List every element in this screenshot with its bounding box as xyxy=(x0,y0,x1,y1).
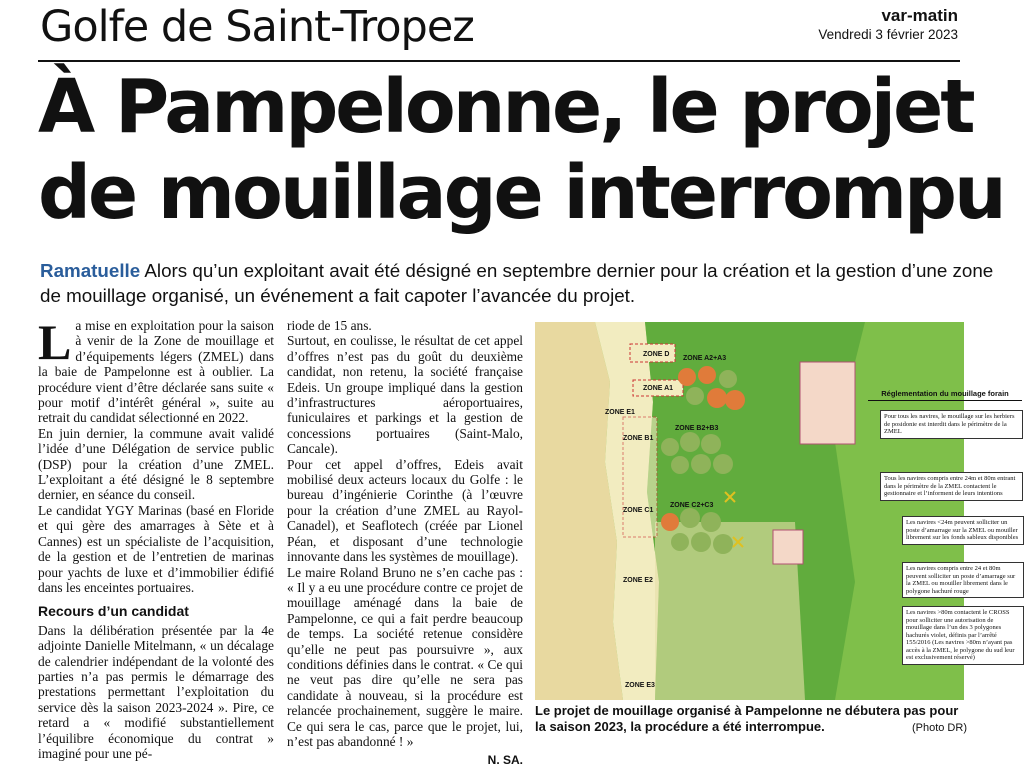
brand-name: var-matin xyxy=(881,6,958,25)
zone-label: ZONE C2+C3 xyxy=(670,502,714,509)
section-title: Golfe de Saint-Tropez xyxy=(40,2,474,52)
zone-label: ZONE C1 xyxy=(623,507,654,514)
drop-cap: L xyxy=(38,314,72,370)
standfirst xyxy=(40,258,1000,308)
subheading: Recours d’un candidat xyxy=(38,603,189,620)
zone-label: ZONE E1 xyxy=(605,409,635,416)
author-signature: N. SA. xyxy=(487,753,523,768)
header-rule xyxy=(38,60,960,62)
paragraph: Surtout, en coulisse, le résultat de cet appel d’offres n’est pas du goût du deuxième candidat, non retenu, la société française Edeis. Un groupe impliqué dans la gestion d’infrastructures aéroportuaires, funiculaires et parkings et la gestion de concessions portuaires (Saint-Malo, Cancale). xyxy=(287,333,523,457)
paragraph xyxy=(38,314,274,426)
paragraph: Pour cet appel d’offres, Edeis avait mobilisé deux acteurs locaux du Golfe : le bureau d’ingénierie Corinthe (à l’œuvre pour la création d’une ZMEL au Rayol-Canadel), et Seaflotech (créée par Lionel Péan, et disposant d’une technologie innovante dans les systèmes de mouillage). xyxy=(287,456,523,565)
zone-label: ZONE E3 xyxy=(625,682,655,689)
zone-label: ZONE B2+B3 xyxy=(675,425,719,432)
anchoring-polygon xyxy=(773,530,803,564)
zone-label: ZONE D xyxy=(643,351,670,358)
headline-line-1: À Pampelonne, le projet xyxy=(38,64,973,150)
photo-credit: (Photo DR) xyxy=(911,721,967,734)
paragraph: Le maire Roland Bruno ne s’en cache pas : « Il y a eu une procédure contre ce projet de mouillage aménagé dans la baie de Pampelonne, ce qui a fait perdre beaucoup de temps. La société retenue considère qu’elle ne peut pas poursuivre », aux conditions définies dans le contrat. « Ce qui ne veut pas dire qu’elle ne sera pas candidate à nouveau, si la procédure est relancée prochainement, suggère le maire. Ce qui sera le cas, parce que le projet, lui, n’est pas abandonné ! » xyxy=(287,564,523,749)
zone-label: ZONE A2+A3 xyxy=(683,355,727,362)
paragraph: Le candidat YGY Marinas (basé en Floride et qui gère des amarrages à Sète et à Cannes) est un spécialiste de l’acquisition, de la gestion et de l’entretien de marinas pour yachts de luxe et d’immobilier édifié dans les enceintes portuaires. xyxy=(38,502,274,595)
zone-label: ZONE B1 xyxy=(623,435,654,442)
legend-item: Tous les navires compris entre 24m et 80m entrant dans le périmètre de la ZMEL contactent le gestionnaire et l’informent de leurs intentions xyxy=(880,472,1023,501)
anchoring-polygon xyxy=(800,362,855,444)
paragraph: En juin dernier, la commune avait validé l’idée d’une Délégation de service public (DSP) pour la création d’une ZMEL. L’exploitant a été désigné le 8 septembre dernier, en séance du conseil. xyxy=(38,425,274,503)
legend-item: Les navires compris entre 24 et 80m peuvent solliciter un poste d’amarrage sur la ZMEL ou mouiller librement dans le polygone hachuré rouge xyxy=(902,562,1024,598)
caption-text: Le projet de mouillage organisé à Pampelonne ne débutera pas pour la saison 2023, la procédure a été interrompue. xyxy=(535,703,959,734)
legend-item: Les navires <24m peuvent solliciter un poste d’amarrage sur la ZMEL ou mouiller librement sur les fonds sableux disponibles xyxy=(902,516,1024,545)
map-svg xyxy=(535,322,964,700)
kicker-location: Ramatuelle xyxy=(40,260,141,281)
article-column-2 xyxy=(287,318,523,769)
standfirst-text: Alors qu’un exploitant avait été désigné en septembre dernier pour la création et la gestion d’une zone de mouillage organisé, un événement a fait capoter l’avancée du projet. xyxy=(40,260,994,306)
headline xyxy=(38,64,1004,236)
masthead xyxy=(818,6,958,44)
headline-line-2: de mouillage interrompu xyxy=(38,150,1004,236)
article-column-1 xyxy=(38,314,274,761)
zone-label: ZONE E2 xyxy=(623,577,653,584)
publication-date: Vendredi 3 février 2023 xyxy=(818,27,958,42)
paragraph-text: a mise en exploitation pour la saison à venir de la Zone de mouillage et d’équipements légers (ZMEL) dans la baie de Pampelonne est à oublier. La procédure vient d’être déclarée sans suite « pour motif d’intérêt général », suite au retrait du candidat sélectionné en 2022. xyxy=(38,318,274,426)
zone-label: ZONE A1 xyxy=(643,385,674,392)
legend-item: Pour tous les navires, le mouillage sur les herbiers de posidonie est interdit dans le périmètre de la ZMEL xyxy=(880,410,1023,439)
zmel-map-image xyxy=(535,322,964,700)
paragraph: riode de 15 ans. xyxy=(287,318,372,333)
legend-item: Les navires >80m contactent le CROSS pour solliciter une autorisation de mouillage dans l’un des 3 polygones hachurés violet, définis par l’arrêté 155/2016 (Les navires >80m n’ayant pas accès à la ZMEL, le polygone du sud leur est exclusivement réservé) xyxy=(902,606,1024,665)
legend-title: Réglementation du mouillage forain xyxy=(868,390,1022,401)
figure-caption xyxy=(535,703,967,734)
map-legend xyxy=(868,390,1022,401)
paragraph: Dans la délibération présentée par la 4e adjointe Danielle Mitelmann, « un décalage de calendrier indépendant de la volonté des parties n’a pas permis le démarrage des prestations permettant l’exploitation du service dès la saison 2023-2024 ». Pire, ce retard a « modifié substantiellement l’équilibre économique du contrat » imaginé pour une pé- xyxy=(38,622,274,761)
